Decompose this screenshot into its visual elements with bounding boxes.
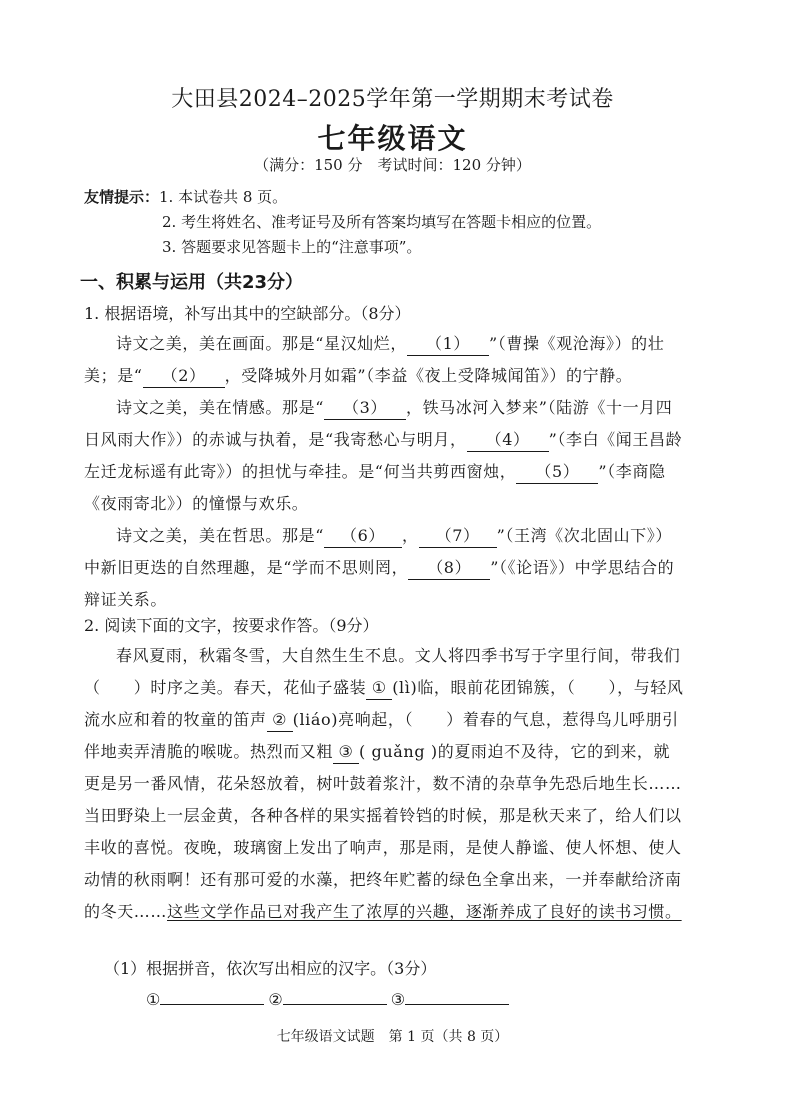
- q1-paragraph-2: 诗文之美，美在情感。那是“ （3） ，铁马冰河入梦来”（陆游《十一月四日风雨大作》）的赤诚与执着，是“我寄愁心与明月， （4） ”（李白《闻王昌龄左迁龙标遥有此寄》）的担忧与牵挂。是“何当共剪西窗烛， （5） ”（李商隐《夜雨寄北》）的憧憬与欢乐。: [84, 398, 683, 513]
- blank-1[interactable]: （1）: [407, 333, 489, 356]
- q1-paragraph-3: 诗文之美，美在哲思。那是“ （6） ， （7） ”（王湾《次北固山下》）中新旧更迭的自然理趣，是“学而不思则罔， （8） ”（《论语》）中学思结合的辩证关系。: [84, 526, 675, 609]
- exam-title: 大田县2024–2025学年第一学期期末考试卷: [171, 87, 614, 112]
- tip-item: 3. 答题要求见答题卡上的“注意事项”。: [162, 238, 422, 256]
- subject-title: 七年级语文: [317, 122, 468, 155]
- answer-line-2[interactable]: [283, 990, 387, 1005]
- tip-item: 2. 考生将姓名、准考证号及所有答案均填写在答题卡相应的位置。: [162, 213, 602, 231]
- blank-8[interactable]: （8）: [408, 557, 490, 580]
- section-heading: 一、积累与运用（共23分）: [80, 272, 304, 293]
- question-2-stem: 2. 阅读下面的文字，按要求作答。（9分）: [84, 616, 379, 635]
- question-2-passage: 春风夏雨，秋霜冬雪，大自然生生不息。文人将四季书写于字里行间，带我们（ ）时序之美。春天，花仙子盛装 ① (lì)临，眼前花团锦簇，（ ），与轻风流水应和着的牧童的笛声 ② (liáo)亮响起，（ ）着春的气息，惹得鸟儿呼朋引伴地卖弄清脆的喉咙。热烈而又粗 ③ ( guǎng )的夏雨迫不及待，它的到来，就更是另一番风情，花朵怒放着，树叶鼓着浆汁，数不清的杂草争先恐后地生长……当田野染上一层金黄，各种各样的果实摇着铃铛的时候，那是秋天来了，给人们以丰收的喜悦。夜晚，玻璃窗上发出了响声，那是雨，是使人静谧、使人怀想、使人动情的秋雨啊！还有那可爱的水藻，把终年贮蓄的绿色全拿出来，一并奉献给济南的冬天……这些文学作品已对我产生了浓厚的兴趣，逐渐养成了良好的读书习惯。: [84, 646, 684, 921]
- blank-4[interactable]: （4）: [467, 429, 549, 452]
- tip-item: 1. 本试卷共 8 页。: [159, 188, 288, 206]
- answer-line-1[interactable]: [160, 990, 264, 1005]
- blank-2[interactable]: （2）: [143, 365, 225, 388]
- sub-question-1: （1）根据拼音，依次写出相应的汉字。（3分）: [104, 959, 437, 978]
- pinyin-blank-3[interactable]: ③: [333, 741, 359, 764]
- answer-row: [146, 990, 513, 1009]
- answer-mark-3: ③: [390, 990, 406, 1009]
- blank-6[interactable]: （6）: [324, 525, 402, 548]
- answer-mark-1: ①: [146, 990, 161, 1009]
- exam-info: （满分：150 分 考试时间：120 分钟）: [254, 156, 531, 174]
- tip-label: 友情提示：: [84, 188, 160, 206]
- question-1-body: [84, 328, 684, 616]
- q1-paragraph-1: 诗文之美，美在画面。那是“星汉灿烂， （1） ”（曹操《观沧海》）的壮美；是“ （2） ，受降城外月如霜”（李益《夜上受降城闻笛》）的宁静。: [84, 328, 684, 392]
- blank-5[interactable]: （5）: [516, 461, 598, 484]
- answer-line-3[interactable]: [405, 990, 509, 1005]
- answer-mark-2: ②: [268, 990, 283, 1009]
- pinyin-blank-1[interactable]: ①: [366, 677, 392, 700]
- blank-3[interactable]: （3）: [324, 397, 406, 420]
- page-footer: 七年级语文试题 第 1 页（共 8 页）: [276, 1029, 509, 1045]
- question-1-stem: 1. 根据语境，补写出其中的空缺部分。（8分）: [84, 304, 411, 323]
- tip-line-1: [84, 186, 287, 207]
- blank-7[interactable]: （7）: [419, 525, 497, 548]
- pinyin-blank-2[interactable]: ②: [267, 709, 293, 732]
- underlined-sentence: 这些文学作品已对我产生了浓厚的兴趣，逐渐养成了良好的读书习惯。: [167, 902, 682, 921]
